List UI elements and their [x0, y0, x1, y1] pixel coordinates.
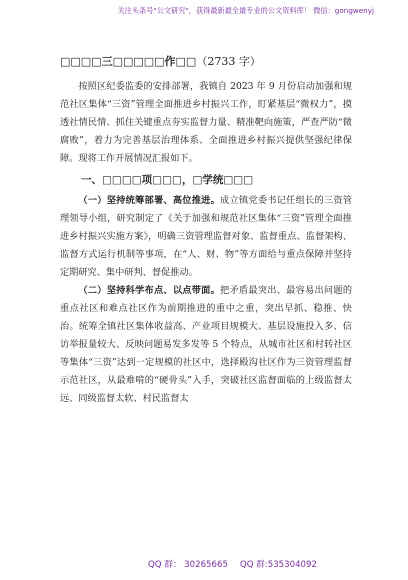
promo-banner: 关注头条号"公文研究"，获得最新最全最专业的公文资料库！ 微信：gongwenyj [117, 6, 374, 15]
item-2-text: 把矛盾最突出、最容易出问题的重点社区和难点社区作为前期推进的重中之重，突出早抓、稳推、快治。统筹全镇社区集体收益高、产业项目规模大、基层设施投入多、信访举报量较大、反映问题易发多发等 5 个特点，从城市社区和村转社区等集体“三资”达到一定规模的社区中，选择殿沟社区作为三资管理监督示范社区，从最难啃的“硬骨头”入手，突破社区监督面临的上级监督太远、同级监督太软、村民监督太 [60, 285, 353, 404]
qq-group-1: QQ 群： 30265665 [148, 560, 228, 570]
item-1-text: 成立镇党委书记任组长的三资管理领导小组，研究制定了《关于加强和规范社区集体“三资”管理全面推进乡村振兴实施方案》，明确三资管理监督对象、监督重点、监督架构、监督方式运行机制等事项，在“人、财、物”等方面给与重点保障并坚持定期研究、集中研判、督促推动。 [60, 195, 353, 278]
item-1-label: （一）坚持统筹部署、高位推进。 [78, 195, 221, 206]
word-count: （2733 字） [196, 55, 261, 68]
document-body [60, 54, 352, 408]
item-2-label: （二）坚持科学布点、以点带面。 [78, 285, 221, 296]
section-item-1 [60, 192, 352, 282]
intro-paragraph: 按照区纪委监委的安排部署，我镇自 2023 年 9 月份启动加强和规范社区集体“三资”管理全面推进乡村振兴工作，盯紧基层“微权力”，摸透社情民情、抓住关键重点夯实监督力量、精准靶向施策，严查严防“微腐败”，着力为完善基层治理体系、全面推进乡村振兴提供坚强纪律保障。现将工作开展情况汇报如下。 [60, 81, 352, 164]
section-heading-1: 一、□□□□项□□□，□学统□□□ [81, 174, 254, 186]
document-title [60, 54, 352, 70]
qq-group-2: QQ 群:535304092 [240, 560, 317, 570]
title-text: □□□□三□□□□□作□□ [60, 55, 197, 68]
section-item-2 [60, 282, 352, 408]
